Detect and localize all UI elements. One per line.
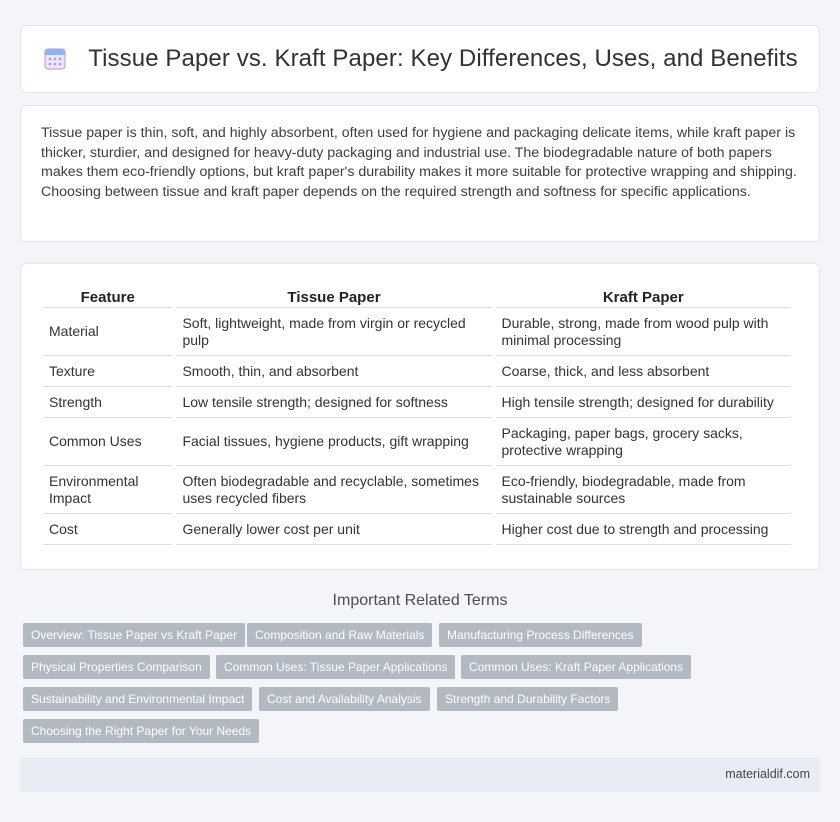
cell-kraft: Coarse, thick, and less absorbent [496,356,792,387]
header-kraft-paper: Kraft Paper [496,284,792,308]
comparison-card [20,263,820,570]
related-tag[interactable]: Common Uses: Kraft Paper Applications [461,655,691,679]
footer-site-link[interactable]: materialdif.com [725,767,810,781]
cell-tissue: Generally lower cost per unit [176,514,491,545]
cell-kraft: High tensile strength; designed for durability [496,387,792,418]
table-header-row [43,284,791,308]
cell-tissue: Smooth, thin, and absorbent [176,356,491,387]
document-calendar-icon [42,46,68,72]
cell-tissue: Facial tissues, hygiene products, gift wrapping [176,418,491,466]
related-tag[interactable]: Overview: Tissue Paper vs Kraft Paper [23,623,245,647]
table-row [43,387,791,418]
cell-tissue: Low tensile strength; designed for softness [176,387,491,418]
comparison-table [39,284,795,545]
related-tag[interactable]: Physical Properties Comparison [23,655,210,679]
intro-paragraph: Tissue paper is thin, soft, and highly absorbent, often used for hygiene and packaging delicate items, while kraft paper is thicker, sturdier, and designed for heavy-duty packaging and industrial use. The biodegradable nature of both papers makes them eco-friendly options, but kraft paper's durability makes it more suitable for protective wrapping and shipping. Choosing between tissue and kraft paper depends on the required strength and softness for specific applications. [41,125,797,200]
cell-kraft: Eco-friendly, biodegradable, made from sustainable sources [496,466,792,514]
intro-card [20,105,820,242]
related-tag[interactable]: Strength and Durability Factors [437,687,618,711]
cell-feature: Common Uses [43,418,172,466]
related-tag[interactable]: Composition and Raw Materials [247,623,432,647]
page-footer [20,758,820,792]
related-terms-title: Important Related Terms [332,592,508,609]
cell-kraft: Higher cost due to strength and processing [496,514,792,545]
cell-feature: Environmental Impact [43,466,172,514]
related-tag[interactable]: Sustainability and Environmental Impact [23,687,252,711]
header-tissue-paper: Tissue Paper [176,284,491,308]
table-row [43,308,791,356]
related-tag[interactable]: Cost and Availability Analysis [259,687,430,711]
cell-feature: Material [43,308,172,356]
page-header [20,25,820,93]
cell-feature: Cost [43,514,172,545]
cell-tissue: Soft, lightweight, made from virgin or recycled pulp [176,308,491,356]
page-title: Tissue Paper vs. Kraft Paper: Key Differences, Uses, and Benefits [88,45,798,72]
table-row [43,466,791,514]
cell-feature: Texture [43,356,172,387]
cell-feature: Strength [43,387,172,418]
table-row [43,418,791,466]
cell-kraft: Durable, strong, made from wood pulp with minimal processing [496,308,792,356]
header-feature: Feature [43,284,172,308]
related-tag[interactable]: Manufacturing Process Differences [439,623,642,647]
cell-kraft: Packaging, paper bags, grocery sacks, protective wrapping [496,418,792,466]
table-row [43,356,791,387]
related-tag[interactable]: Common Uses: Tissue Paper Applications [216,655,455,679]
related-tag[interactable]: Choosing the Right Paper for Your Needs [23,719,259,743]
cell-tissue: Often biodegradable and recyclable, sometimes uses recycled fibers [176,466,491,514]
table-row [43,514,791,545]
